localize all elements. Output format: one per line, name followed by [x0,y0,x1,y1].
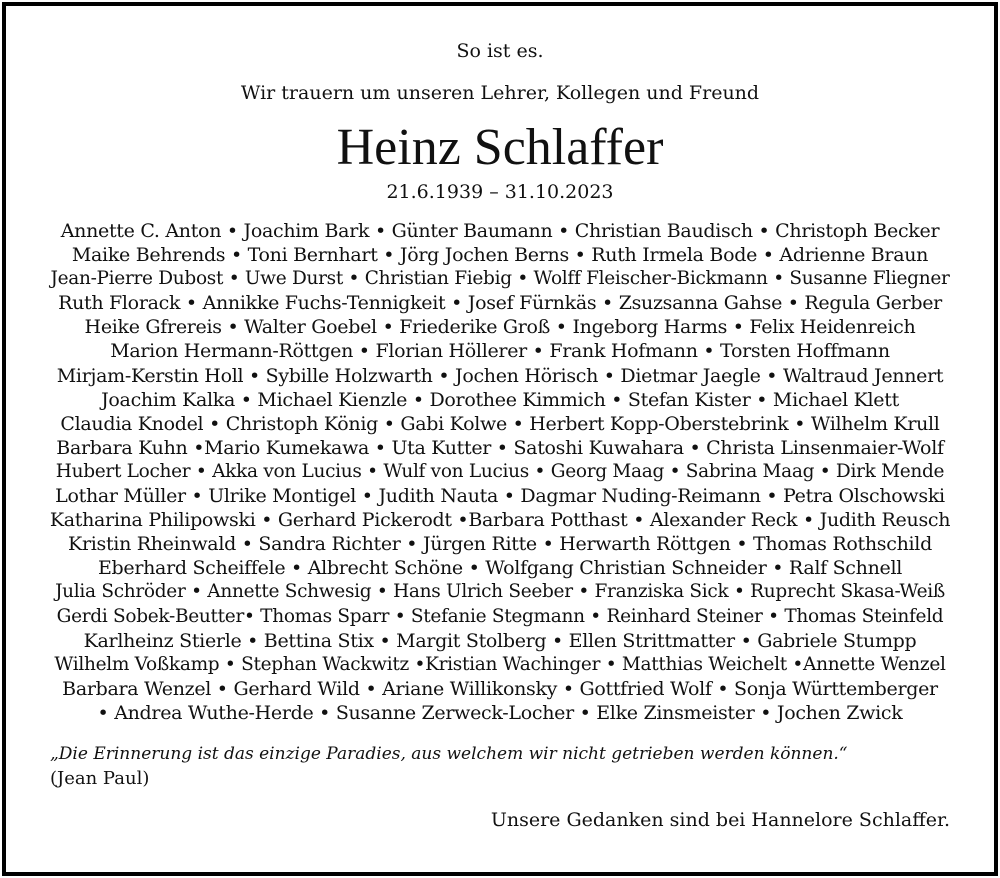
mourners-row: Gerdi Sobek-Beutter• Thomas Sparr • Stefanie Stegmann • Reinhard Steiner • Thomas Steinfeld [56,605,944,627]
intro-line: So ist es. [456,40,544,62]
life-dates: 21.6.1939 – 31.10.2023 [386,181,614,203]
mourners-row: Heike Gfrereis • Walter Goebel • Friederike Groß • Ingeborg Harms • Felix Heidenreich [84,316,916,339]
mourners-row: Barbara Kuhn •Mario Kumekawa • Uta Kutter • Satoshi Kuwahara • Christa Linsenmaier-Wolf [56,436,944,459]
mourners-row: Julia Schröder • Annette Schwesig • Hans Ulrich Seeber • Franziska Sick • Ruprecht Skasa-Weiß [55,581,945,603]
obituary-notice [2,2,998,876]
quote-text: „Die Erinnerung ist das einzige Paradies, aus welchem wir nicht getrieben werden können.“ [50,744,848,764]
mourners-row: • Andrea Wuthe-Herde • Susanne Zerweck-Locher • Elke Zinsmeister • Jochen Zwick [97,701,903,724]
mourners-row: Eberhard Scheiffele • Albrecht Schöne • Wolfgang Christian Schneider • Ralf Schnell [97,557,903,580]
mourners-row: Joachim Kalka • Michael Kienzle • Dorothee Kimmich • Stefan Kister • Michael Klett [101,388,899,411]
mourners-row: Maike Behrends • Toni Bernhart • Jörg Jochen Berns • Ruth Irmela Bode • Adrienne Braun [71,244,929,267]
mourners-row: Marion Hermann-Röttgen • Florian Höllerer • Frank Hofmann • Torsten Hoffmann [110,340,890,363]
mourners-list [46,219,954,725]
mourners-row: Wilhelm Voßkamp • Stephan Wackwitz •Kristian Wachinger • Matthias Weichelt •Annette Wenzel [54,653,946,675]
subtitle-line: Wir trauern um unseren Lehrer, Kollegen und Freund [240,82,760,104]
mourners-row: Kristin Rheinwald • Sandra Richter • Jürgen Ritte • Herwarth Röttgen • Thomas Rothschild [68,533,932,556]
deceased-name: Heinz Schlaffer [336,119,664,176]
mourners-row: Hubert Locher • Akka von Lucius • Wulf von Lucius • Georg Maag • Sabrina Maag • Dirk Mende [55,460,945,482]
mourners-row: Barbara Wenzel • Gerhard Wild • Ariane Willikonsky • Gottfried Wolf • Sonja Württemberger [62,677,938,700]
mourners-row: Jean-Pierre Dubost • Uwe Durst • Christian Fiebig • Wolff Fleischer-Bickmann • Susanne Fliegner [50,268,950,290]
mourners-row: Karlheinz Stierle • Bettina Stix • Margit Stolberg • Ellen Strittmatter • Gabriele Stumpp [83,629,917,652]
mourners-row: Ruth Florack • Annikke Fuchs-Tennigkeit • Josef Fürnkäs • Zsuzsanna Gahse • Regula Gerber [58,292,942,315]
mourners-row: Mirjam-Kerstin Holl • Sybille Holzwarth • Jochen Hörisch • Dietmar Jaegle • Waltraud Jennert [56,364,944,387]
mourners-row: Claudia Knodel • Christoph König • Gabi Kolwe • Herbert Kopp-Oberstebrink • Wilhelm Krull [60,412,940,435]
mourners-row: Katharina Philipowski • Gerhard Pickerodt •Barbara Potthast • Alexander Reck • Judith Reusch [49,509,951,532]
closing-line: Unsere Gedanken sind bei Hannelore Schlaffer. [490,809,950,831]
mourners-row: Lothar Müller • Ulrike Montigel • Judith Nauta • Dagmar Nuding-Reimann • Petra Olschowski [55,485,945,508]
mourners-row: Annette C. Anton • Joachim Bark • Günter Baumann • Christian Baudisch • Christoph Becker [60,220,940,242]
quote-author: (Jean Paul) [50,768,150,789]
